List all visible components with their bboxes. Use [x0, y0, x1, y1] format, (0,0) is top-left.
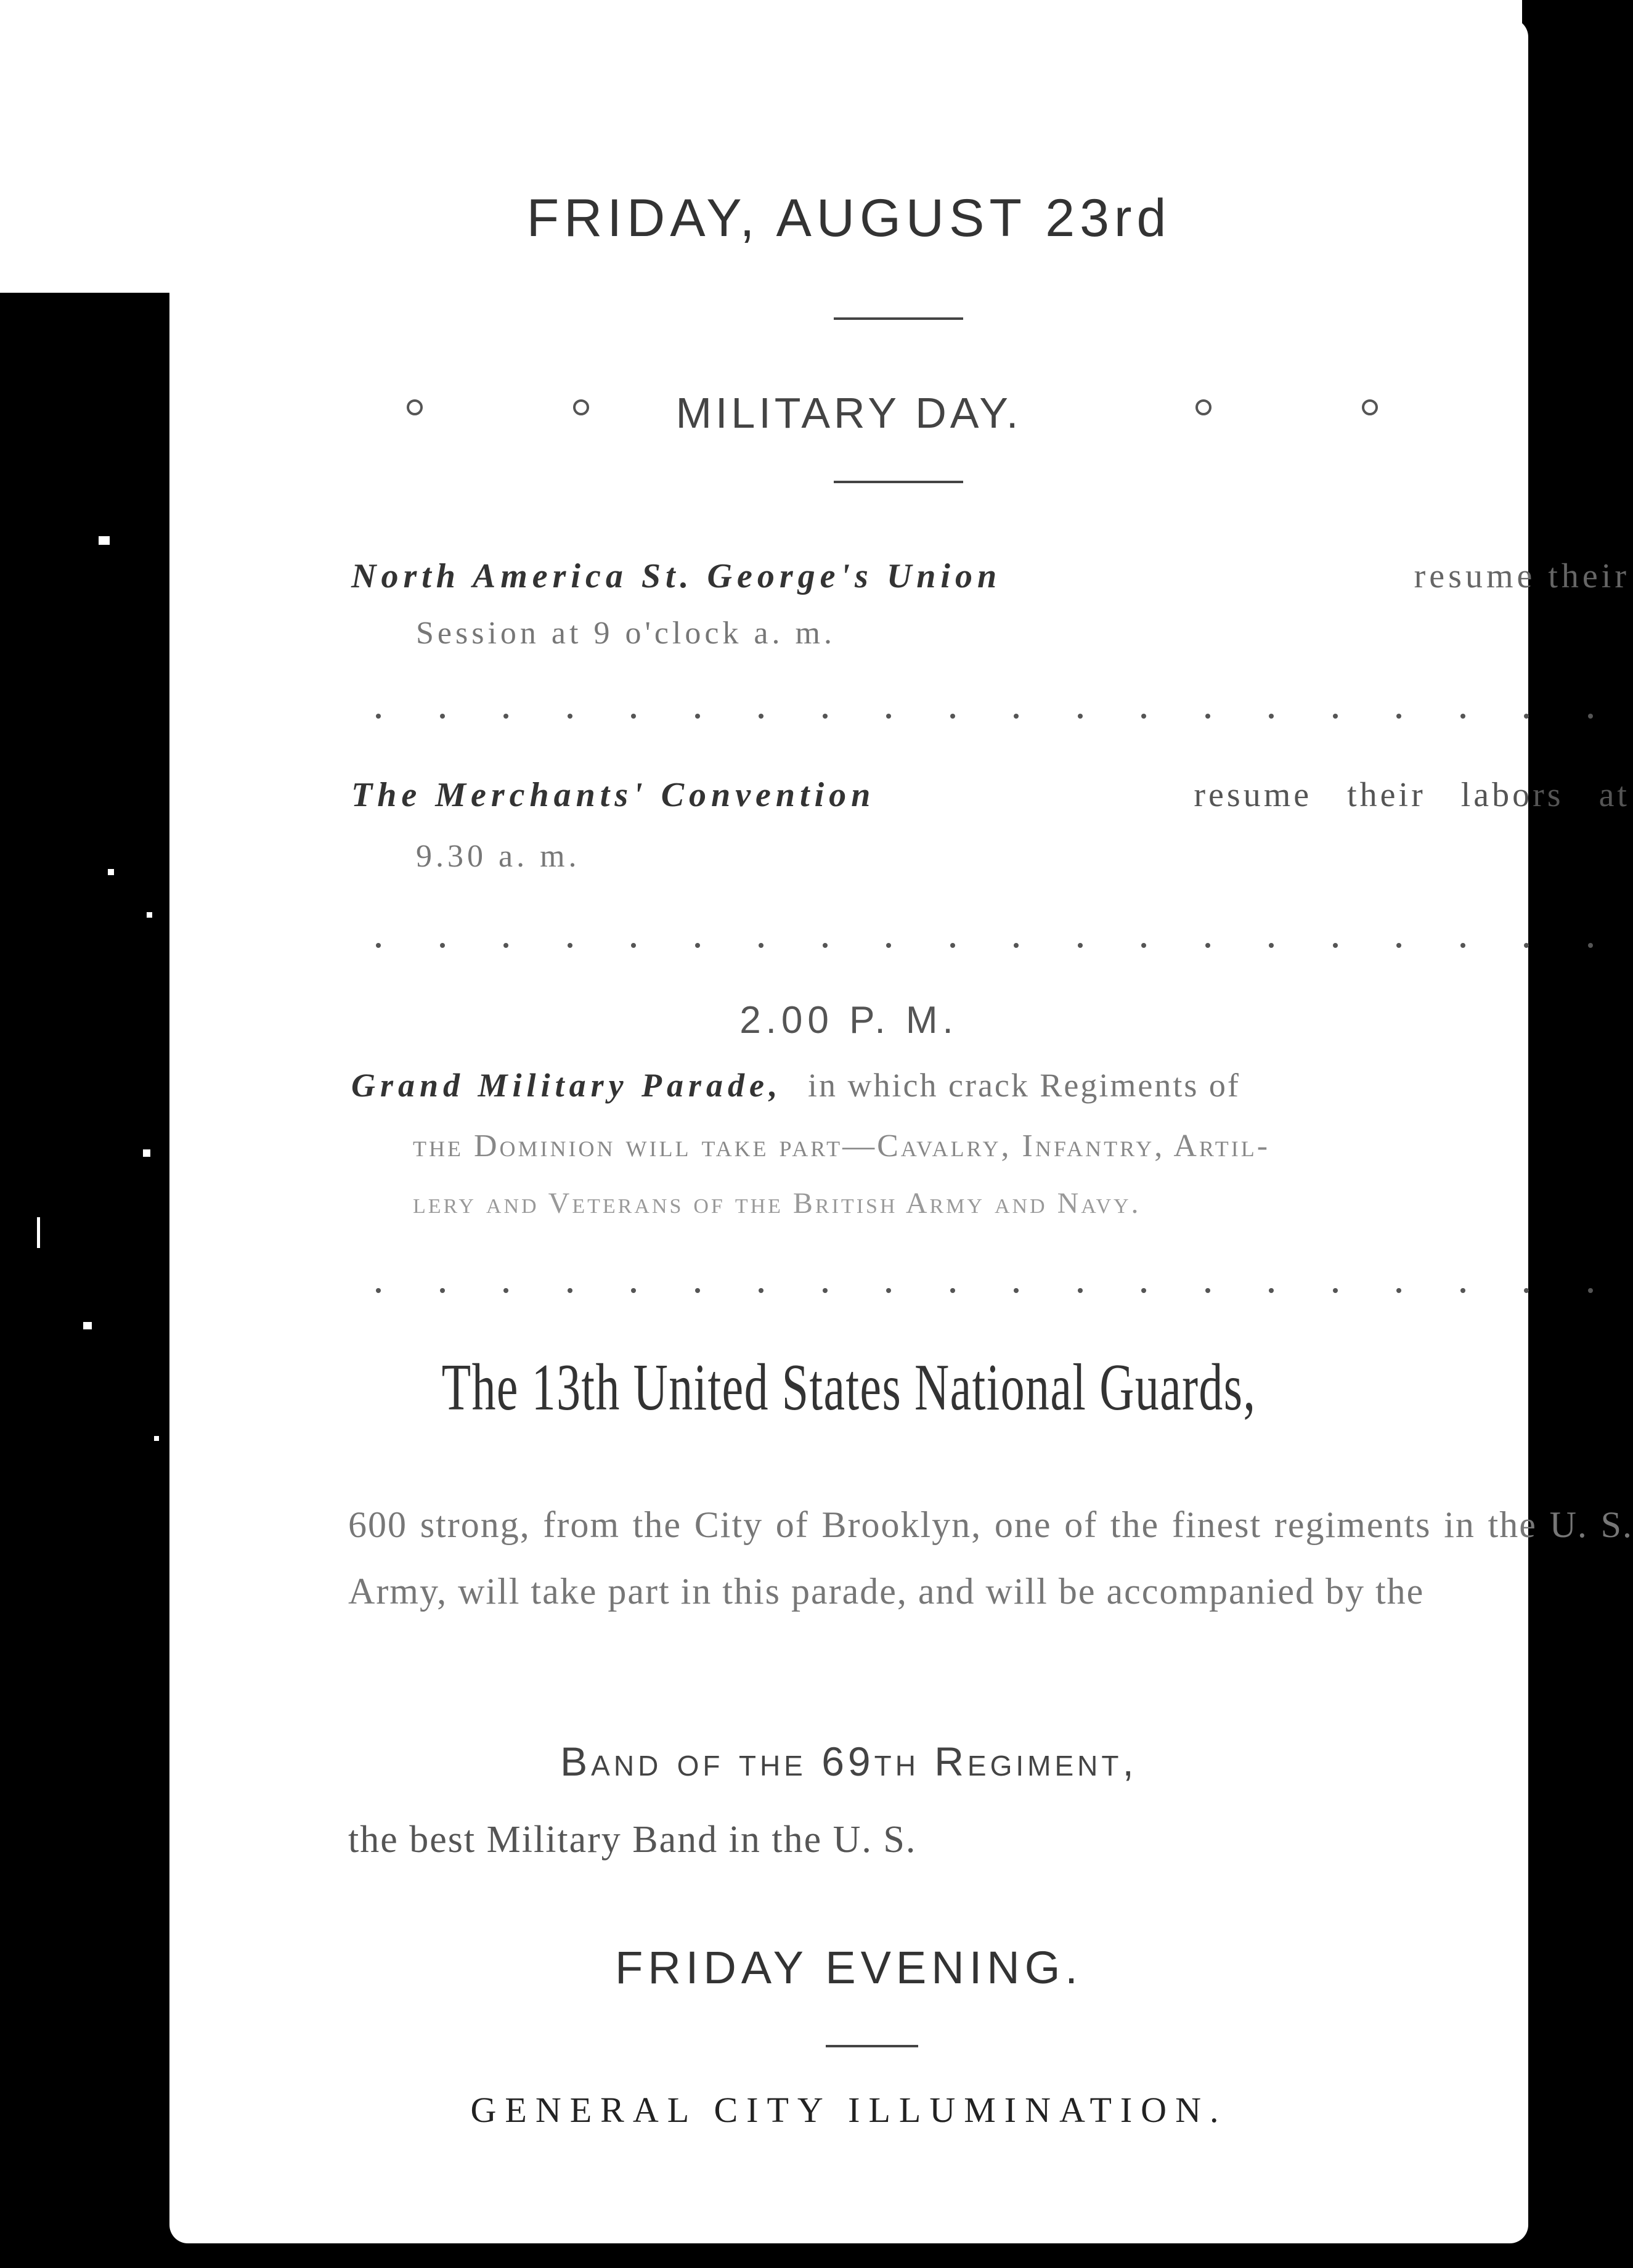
scan-speck — [99, 536, 110, 545]
union-time: Session at 9 o'clock a. m. — [416, 616, 836, 651]
band-title: Band of the 69th Regiment, — [560, 1739, 1138, 1784]
merchants-action: resume their labors at — [1194, 776, 1630, 814]
divider-rule — [834, 317, 963, 320]
parade-entry — [351, 1066, 1240, 1104]
dot-leader — [376, 943, 1593, 950]
merchants-entry — [351, 773, 1630, 817]
ornament-ring — [1362, 399, 1378, 415]
guards-heading: The 13th United States National Guards, — [441, 1351, 1256, 1424]
union-entry — [351, 555, 1630, 598]
parade-text-2: the Dominion will take part—Cavalry, Infantry, Artil- — [413, 1128, 1271, 1164]
union-action: resume their — [1414, 557, 1630, 595]
date-heading: FRIDAY, AUGUST 23rd — [526, 189, 1171, 248]
scan-speck — [143, 1149, 150, 1157]
divider-rule — [826, 2045, 918, 2047]
divider-rule — [834, 481, 963, 483]
merchants-time: 9.30 a. m. — [416, 839, 580, 874]
merchants-title: The Merchants' Convention — [351, 776, 876, 814]
band-note: the best Military Band in the U. S. — [348, 1819, 917, 1861]
parade-time: 2.00 P. M. — [739, 999, 958, 1042]
scan-speck — [37, 1217, 40, 1248]
dot-leader — [376, 1288, 1593, 1295]
scan-speck — [147, 912, 152, 918]
parade-title: Grand Military Parade, — [351, 1067, 783, 1104]
scan-speck — [83, 1322, 92, 1329]
dot-leader — [376, 714, 1593, 721]
guards-body: 600 strong, from the City of Brooklyn, one of the finest regiments in the U. S. Army, will take part in this parade, and will be accompanied by the — [348, 1504, 1633, 1612]
day-title: MILITARY DAY. — [675, 389, 1022, 437]
parade-text-3: lery and Veterans of the British Army and Navy. — [413, 1187, 1141, 1220]
evening-title: FRIDAY EVENING. — [615, 1942, 1083, 1993]
scan-speck — [154, 1436, 159, 1441]
program-page — [169, 18, 1633, 2243]
union-title: North America St. George's Union — [351, 557, 1002, 595]
scan-speck — [108, 869, 114, 875]
parade-text-1: in which crack Regiments of — [808, 1067, 1240, 1104]
evening-event: GENERAL CITY ILLUMINATION. — [470, 2090, 1228, 2130]
ornament-ring — [1195, 399, 1212, 415]
